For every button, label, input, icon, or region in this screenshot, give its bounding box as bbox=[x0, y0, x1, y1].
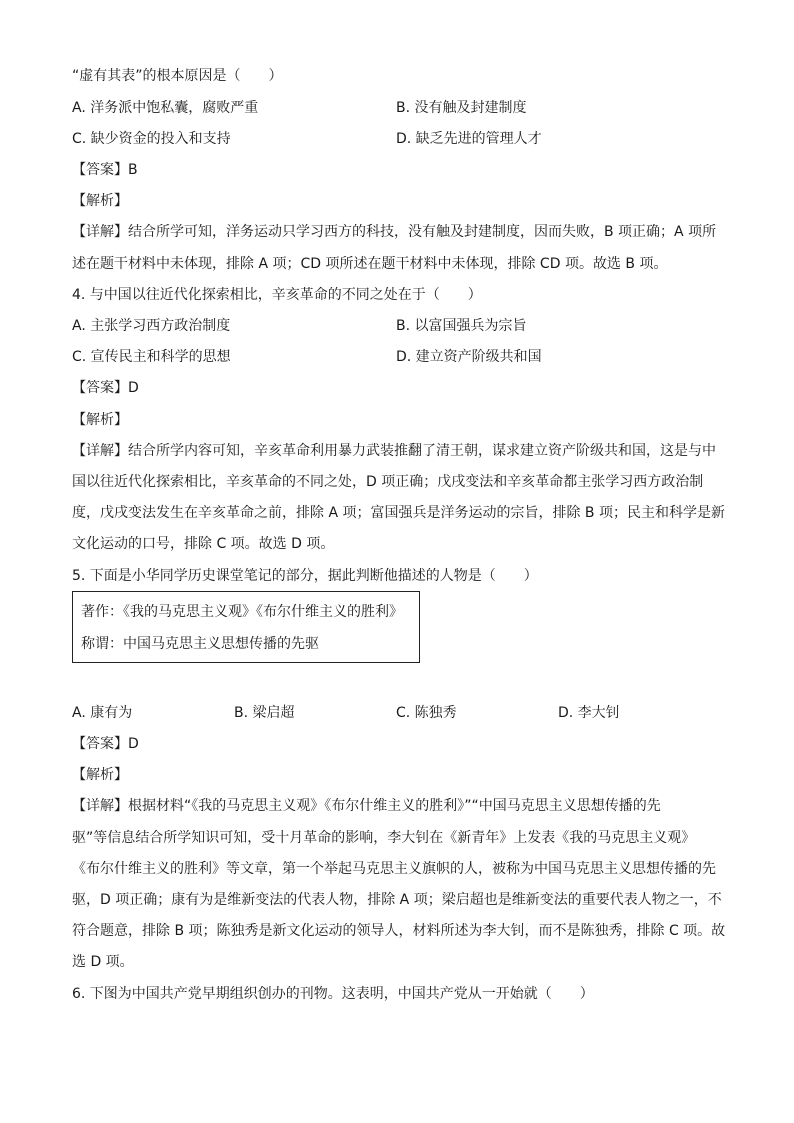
q4-option-d: D. 建立资产阶级共和国 bbox=[396, 349, 542, 365]
q5-option-a: A. 康有为 bbox=[72, 705, 133, 721]
q3-option-a: A. 洋务派中饱私囊，腐败严重 bbox=[72, 100, 259, 116]
q4-detail-line: 度，戊戌变法发生在辛亥革命之前，排除 A 项；富国强兵是洋务运动的宗旨，排除 B 项；民主和科学是新 bbox=[72, 505, 725, 521]
q4-option-c: C. 宣传民主和科学的思想 bbox=[72, 349, 231, 365]
q4-stem: 4. 与中国以往近代化探索相比，辛亥革命的不同之处在于（ ） bbox=[72, 287, 482, 303]
q5-answer: 【答案】D bbox=[72, 736, 139, 752]
q4-detail-line: 【详解】结合所学内容可知，辛亥革命利用暴力武装推翻了清王朝，谋求建立资产阶级共和国，这是与中 bbox=[72, 443, 716, 459]
q5-detail-line: 【详解】根据材料“《我的马克思主义观》《布尔什维主义的胜利》”“中国马克思主义思想传播的先 bbox=[72, 798, 661, 814]
q5-analysis-label: 【解析】 bbox=[72, 767, 128, 783]
q3-detail-line: 【详解】结合所学可知，洋务运动只学习西方的科技，没有触及封建制度，因而失败，B 项正确；A 项所 bbox=[72, 224, 717, 240]
q4-answer: 【答案】D bbox=[72, 380, 139, 396]
q6-stem: 6. 下图为中国共产党早期组织创办的刊物。这表明，中国共产党从一开始就（ ） bbox=[72, 986, 594, 1002]
q5-material-box bbox=[72, 591, 420, 663]
q3-detail-line: 述在题干材料中未体现，排除 A 项；CD 项所述在题干材料中未体现，排除 CD 项。故选 B 项。 bbox=[72, 256, 668, 272]
q3-option-c: C. 缺少资金的投入和支持 bbox=[72, 131, 231, 147]
q4-analysis-label: 【解析】 bbox=[72, 412, 128, 428]
q5-box-title: 称谓：中国马克思主义思想传播的先驱 bbox=[81, 636, 319, 652]
q5-option-b: B. 梁启超 bbox=[234, 705, 295, 721]
q5-detail-line: 选 D 项。 bbox=[72, 954, 134, 970]
q5-option-d: D. 李大钊 bbox=[558, 705, 620, 721]
q5-box-works: 著作：《我的马克思主义观》《布尔什维主义的胜利》 bbox=[81, 604, 403, 620]
q5-detail-line: 驱，D 项正确；康有为是维新变法的代表人物，排除 A 项；梁启超也是维新变法的重要代表人物之一，不 bbox=[72, 892, 722, 908]
q4-option-a: A. 主张学习西方政治制度 bbox=[72, 318, 231, 334]
q4-option-b: B. 以富国强兵为宗旨 bbox=[396, 318, 527, 334]
q4-detail-line: 国以往近代化探索相比，辛亥革命的不同之处，D 项正确；戊戌变法和辛亥革命都主张学习西方政治制 bbox=[72, 474, 704, 490]
q5-option-c: C. 陈独秀 bbox=[396, 705, 457, 721]
q3-answer: 【答案】B bbox=[72, 162, 138, 178]
q4-detail-line: 文化运动的口号，排除 C 项。故选 D 项。 bbox=[72, 536, 335, 552]
q3-option-b: B. 没有触及封建制度 bbox=[396, 100, 527, 116]
q3-stem: “虚有其表”的根本原因是（ ） bbox=[72, 68, 283, 84]
q5-detail-line: 符合题意，排除 B 项；陈独秀是新文化运动的领导人，材料所述为李大钊，而不是陈独秀，排除 C 项。故 bbox=[72, 923, 726, 939]
q3-analysis-label: 【解析】 bbox=[72, 193, 128, 209]
q3-option-d: D. 缺乏先进的管理人才 bbox=[396, 131, 542, 147]
q5-detail-line: 《布尔什维主义的胜利》等文章，第一个举起马克思主义旗帜的人，被称为中国马克思主义思想传播的先 bbox=[72, 861, 716, 877]
q5-stem: 5. 下面是小华同学历史课堂笔记的部分，据此判断他描述的人物是（ ） bbox=[72, 568, 538, 584]
q5-detail-line: 驱”等信息结合所学知识可知，受十月革命的影响，李大钊在《新青年》上发表《我的马克思主义观》 bbox=[72, 830, 696, 846]
